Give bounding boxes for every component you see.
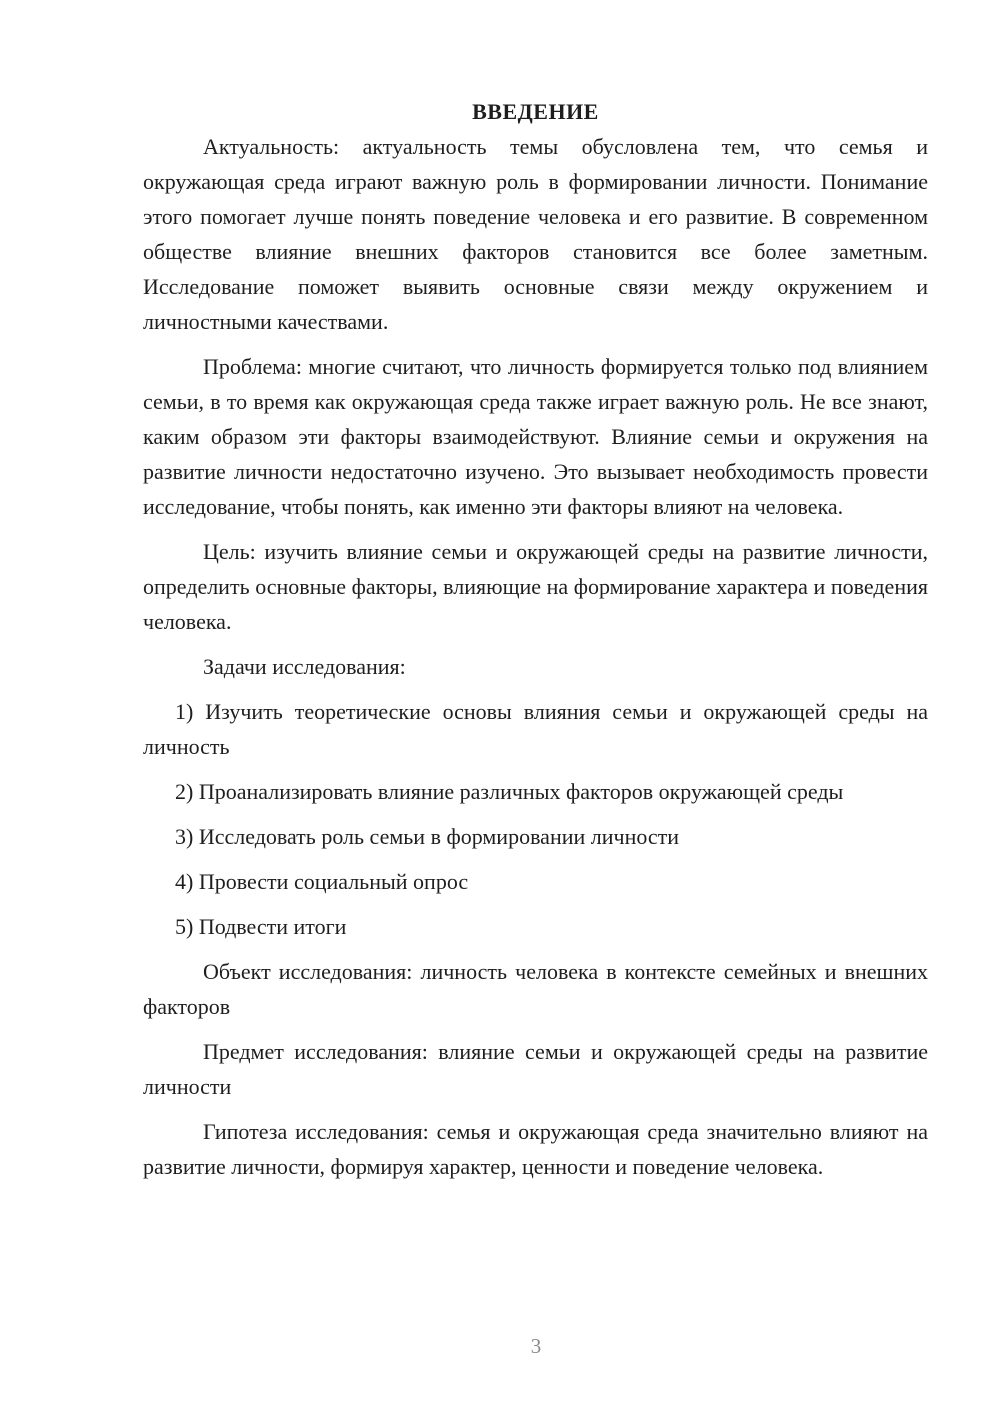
task-item-3: 3) Исследовать роль семьи в формировании личности	[175, 824, 680, 849]
tasks-heading: Задачи исследования:	[203, 654, 406, 679]
relevance-paragraph: Актуальность: актуальность темы обусловлена тем, что семья и окружающая среда играют важную роль в формировании личности. Понимание этого помогает лучше понять поведение человека и его развитие. В современном обществе влияние внешних факторов становится все более заметным. Исследование поможет выявить основные связи между окружением и личностными качествами.	[143, 134, 928, 334]
task-item-5: 5) Подвести итоги	[175, 914, 347, 939]
task-item-1: 1) Изучить теоретические основы влияния семьи и окружающей среды на личность	[143, 699, 928, 759]
hypothesis-paragraph: Гипотеза исследования: семья и окружающая среда значительно влияют на развитие личности, формируя характер, ценности и поведение человека.	[143, 1119, 928, 1179]
page-content	[143, 94, 928, 1194]
section-heading: ВВЕДЕНИЕ	[472, 99, 599, 124]
task-item-2: 2) Проанализировать влияние различных факторов окружающей среды	[175, 779, 844, 804]
subject-paragraph: Предмет исследования: влияние семьи и окружающей среды на развитие личности	[143, 1039, 928, 1099]
problem-paragraph: Проблема: многие считают, что личность формируется только под влиянием семьи, в то время как окружающая среда также играет важную роль. Не все знают, каким образом эти факторы взаимодействуют. Влияние семьи и окружения на развитие личности недостаточно изучено. Это вызывает необходимость провести исследование, чтобы понять, как именно эти факторы влияют на человека.	[143, 354, 928, 519]
object-paragraph: Объект исследования: личность человека в контексте семейных и внешних факторов	[143, 959, 928, 1019]
task-item-4: 4) Провести социальный опрос	[175, 869, 469, 894]
page-number: 3	[530, 1334, 542, 1358]
goal-paragraph: Цель: изучить влияние семьи и окружающей среды на развитие личности, определить основные факторы, влияющие на формирование характера и поведения человека.	[143, 539, 928, 634]
